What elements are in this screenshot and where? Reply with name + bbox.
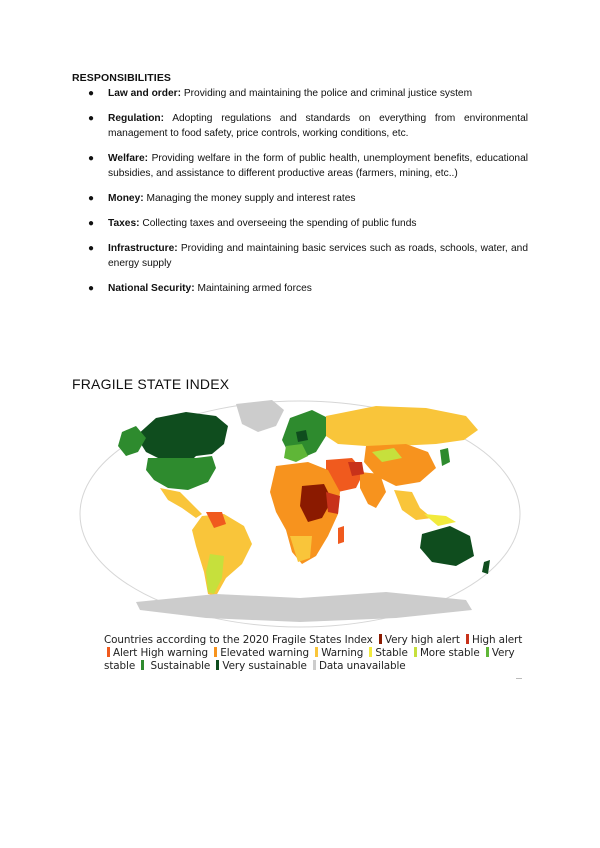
legend-swatch [466, 634, 469, 644]
legend-label: Very high alert [384, 634, 460, 646]
legend-label: More stable [419, 647, 480, 659]
legend-swatch [315, 647, 318, 657]
item-text: Providing and maintaining basic services such as roads, schools, water, and energy supply [108, 243, 528, 269]
legend-swatch [216, 660, 219, 670]
madagascar-shape [338, 526, 344, 544]
bullet: ● [88, 113, 95, 124]
item-text: Maintaining armed forces [194, 283, 312, 294]
list-item [72, 86, 528, 101]
item-term: Welfare: [108, 153, 149, 164]
legend-label: Stable [375, 647, 408, 659]
list-item [72, 191, 528, 206]
item-term: Regulation: [108, 113, 165, 124]
legend-label: High warning [140, 647, 209, 659]
legend-swatch [369, 647, 372, 657]
list-item [72, 281, 528, 296]
legend-swatch [379, 634, 382, 644]
list-item [72, 241, 528, 271]
item-term: Money: [108, 193, 144, 204]
item-term: Infrastructure: [108, 243, 178, 254]
responsibilities-list [72, 86, 528, 306]
item-term: Taxes: [108, 218, 140, 229]
legend-swatch [141, 660, 144, 670]
item-text: Managing the money supply and interest rates [143, 193, 356, 204]
legend-swatch [486, 647, 489, 657]
item-text: Adopting regulations and standards on everything from environmental management to food safety, price controls, working conditions, etc. [108, 113, 528, 139]
legend-label: Very stable [104, 647, 515, 672]
responsibilities-heading: RESPONSIBILITIES [72, 72, 172, 84]
item-text: Providing and maintaining the police and criminal justice system [181, 88, 473, 99]
legend-label: Sustainable [150, 660, 211, 672]
world-map [76, 396, 524, 628]
legend-swatch [214, 647, 217, 657]
russia-shape [326, 406, 478, 446]
bullet: ● [88, 153, 95, 164]
item-text: Collecting taxes and overseeing the spending of public funds [139, 218, 417, 229]
scandinavia-shape [296, 430, 308, 442]
legend-label: Data unavailable [319, 660, 406, 672]
legend-swatch [107, 647, 110, 657]
legend-label: High alert [472, 634, 523, 646]
bullet: ● [88, 88, 95, 99]
bullet: ● [88, 218, 95, 229]
item-term: National Security: [108, 283, 195, 294]
image-corner-mark [516, 678, 522, 679]
list-item [72, 111, 528, 141]
legend-label: Alert [113, 647, 138, 659]
legend-label: Elevated warning [220, 647, 309, 659]
legend-swatch [414, 647, 417, 657]
world-map-svg [76, 396, 524, 628]
list-item [72, 151, 528, 181]
legend-swatch [313, 660, 316, 670]
item-term: Law and order: [108, 88, 182, 99]
bullet: ● [88, 193, 95, 204]
fragile-state-index-title: FRAGILE STATE INDEX [72, 376, 230, 392]
legend-label: Very sustainable [222, 660, 307, 672]
bullet: ● [88, 243, 95, 254]
map-legend [104, 634, 524, 673]
list-item [72, 216, 528, 231]
legend-intro: Countries according to the 2020 Fragile States Index [104, 634, 373, 646]
item-text: Providing welfare in the form of public health, unemployment benefits, educational subsidies, and assistance to different productive areas (farmers, mining, etc..) [108, 153, 528, 179]
bullet: ● [88, 283, 95, 294]
legend-label: Warning [321, 647, 364, 659]
